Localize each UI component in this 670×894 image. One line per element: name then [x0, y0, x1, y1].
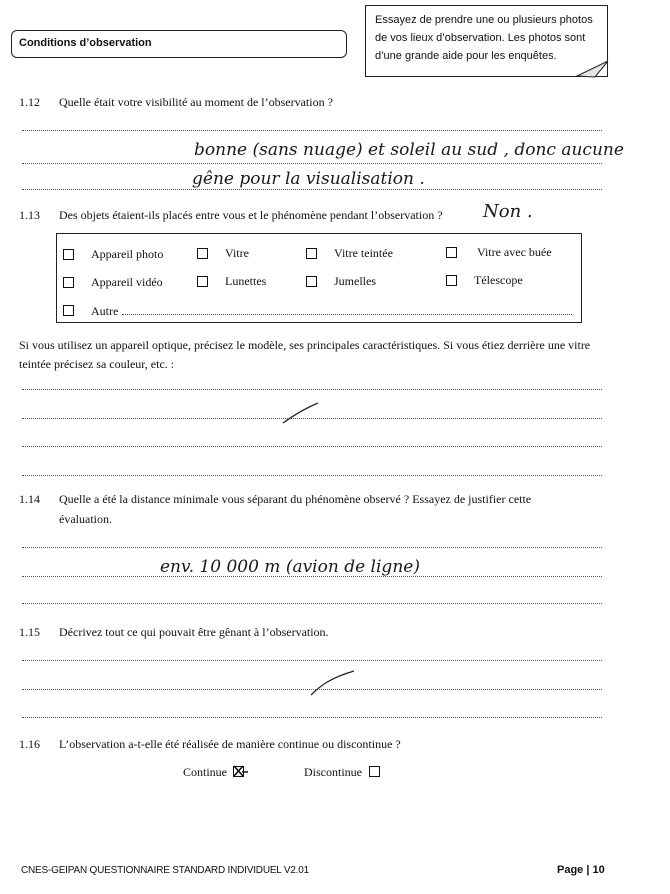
question-1-16: L’observation a-t-elle été réalisée de manière continue ou discontinue ? [59, 737, 401, 751]
question-number-1-16: 1.16 [19, 737, 40, 751]
autre-line [122, 314, 572, 315]
option-label: Vitre teintée [334, 246, 393, 260]
discontinue-label: Discontinue [304, 765, 362, 779]
question-number-1-14: 1.14 [19, 492, 40, 506]
checkmark-cross-icon [231, 763, 249, 779]
strike-mark-icon [280, 400, 322, 426]
option-label: Télescope [474, 273, 523, 287]
answer-line [22, 189, 602, 190]
option-label: Vitre avec buée [477, 245, 552, 259]
handwritten-answer-1-12-line2[interactable]: gêne pour la visualisation . [192, 169, 425, 189]
continue-label: Continue [183, 765, 227, 779]
photo-note-box [365, 5, 608, 77]
question-1-14-line1: Quelle a été la distance minimale vous séparant du phénomène observé ? Essayez de justifier cette [59, 492, 532, 506]
photo-note-text: Essayez de prendre une ou plusieurs photos de vos lieux d’observation. Les photos sont d’une grande aide pour les enquêtes. [375, 14, 593, 62]
answer-line [22, 603, 602, 604]
answer-line [22, 163, 602, 164]
optical-prompt: Si vous utilisez un appareil optique, précisez le modèle, ses principales caractéristiques. Si vous étiez derrière une vitre teintée précisez sa couleur, etc. : [19, 338, 591, 371]
section-title: Conditions d’observation [19, 37, 152, 49]
checkbox-jumelles[interactable] [306, 276, 317, 287]
checkbox-appareil-video[interactable] [63, 277, 74, 288]
question-number-1-15: 1.15 [19, 625, 40, 639]
checkbox-vitre-teintee[interactable] [306, 248, 317, 259]
handwritten-answer-1-12-line1[interactable]: bonne (sans nuage) et soleil au sud , donc aucune [194, 140, 624, 160]
answer-line [22, 660, 602, 661]
checkbox-telescope[interactable] [446, 275, 457, 286]
checkbox-vitre-avec-buee[interactable] [446, 247, 457, 258]
handwritten-answer-1-13[interactable]: Non . [483, 201, 533, 222]
question-number-1-13: 1.13 [19, 208, 40, 222]
answer-line [22, 389, 602, 390]
question-1-13: Des objets étaient-ils placés entre vous et le phénomène pendant l’observation ? [59, 208, 443, 222]
question-1-12: Quelle était votre visibilité au moment de l’observation ? [59, 95, 333, 109]
option-label: Vitre [225, 246, 249, 260]
option-label: Lunettes [225, 274, 267, 288]
handwritten-answer-1-14[interactable]: env. 10 000 m (avion de ligne) [160, 557, 420, 577]
question-number-1-12: 1.12 [19, 95, 40, 109]
checkbox-vitre[interactable] [197, 248, 208, 259]
strike-mark-icon [308, 668, 358, 698]
checkbox-discontinue[interactable] [369, 766, 380, 777]
footer-title: CNES-GEIPAN QUESTIONNAIRE STANDARD INDIVIDUEL V2.01 [21, 865, 310, 876]
question-1-15: Décrivez tout ce qui pouvait être gênant à l’observation. [59, 625, 329, 639]
answer-line [22, 547, 602, 548]
checkbox-lunettes[interactable] [197, 276, 208, 287]
question-1-14-line2: évaluation. [59, 512, 112, 526]
answer-line [22, 130, 602, 131]
checkbox-appareil-photo[interactable] [63, 249, 74, 260]
answer-line [22, 717, 602, 718]
option-label: Appareil vidéo [91, 275, 163, 289]
checkbox-autre[interactable] [63, 305, 74, 316]
answer-line [22, 446, 602, 447]
option-label: Autre [91, 304, 119, 318]
answer-line [22, 475, 602, 476]
folded-corner-icon [575, 60, 609, 78]
option-label: Appareil photo [91, 247, 164, 261]
option-label: Jumelles [334, 274, 376, 288]
page-number: Page | 10 [557, 864, 605, 876]
section-title-box [11, 30, 347, 58]
